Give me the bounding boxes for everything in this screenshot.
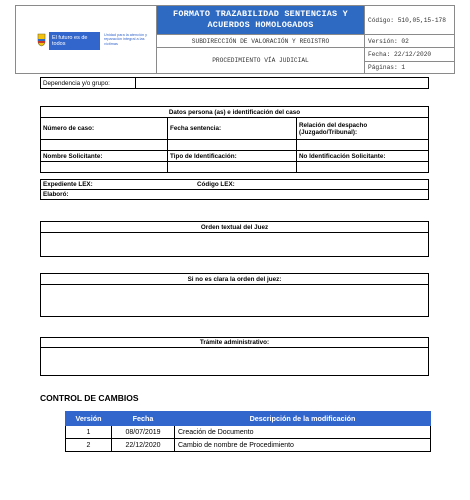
tramite-table bbox=[40, 337, 429, 376]
datos-table bbox=[40, 106, 429, 173]
row-descripcion: Creación de Documento bbox=[175, 426, 431, 439]
document-title: FORMATO TRAZABILIDAD SENTENCIAS Y ACUERDOS HOMOLOGADOS bbox=[157, 6, 365, 35]
row-descripcion: Cambio de nombre de Procedimiento bbox=[175, 439, 431, 452]
document-code: Código: 510,05,15-178 bbox=[365, 6, 455, 35]
document-version: Versión: 02 bbox=[365, 35, 455, 48]
numero-caso-label: Número de caso: bbox=[41, 118, 168, 140]
fecha-sentencia-label: Fecha sentencia: bbox=[168, 118, 297, 140]
procedure-label: PROCEDIMIENTO VÍA JUDICIAL bbox=[157, 48, 365, 74]
control-cambios-table bbox=[65, 411, 431, 452]
orden-no-clara-title: Si no es clara la orden del juez: bbox=[41, 274, 429, 285]
tipo-identificacion-label: Tipo de Identificación: bbox=[168, 151, 297, 162]
row-version: 2 bbox=[66, 439, 112, 452]
document-date: Fecha: 22/12/2020 bbox=[365, 48, 455, 62]
logo-text: El futuro es de todos bbox=[52, 34, 88, 47]
orden-no-clara-field[interactable] bbox=[41, 285, 429, 317]
row-fecha: 22/12/2020 bbox=[112, 439, 175, 452]
tramite-field[interactable] bbox=[41, 348, 429, 376]
elaboro-label: Elaboró: bbox=[41, 190, 429, 200]
agency-name: Unidad para la atención y reparación integral a las víctimas bbox=[104, 32, 148, 46]
expediente-lex-label: Expediente LEX: bbox=[41, 180, 196, 190]
nombre-solicitante-label: Nombre Solicitante: bbox=[41, 151, 168, 162]
orden-textual-table bbox=[40, 221, 429, 257]
numero-caso-field[interactable] bbox=[41, 140, 168, 151]
orden-textual-field[interactable] bbox=[41, 233, 429, 257]
no-identificacion-label: No Identificación Solicitante: bbox=[297, 151, 429, 162]
subdirection-label: SUBDIRECCIÓN DE VALORACIÓN Y REGISTRO bbox=[157, 35, 365, 48]
table-row bbox=[66, 426, 431, 439]
row-fecha: 08/07/2019 bbox=[112, 426, 175, 439]
datos-title: Datos persona (as) e identificación del caso bbox=[41, 107, 429, 118]
col-descripcion-header: Descripción de la modificación bbox=[175, 412, 431, 426]
dependencia-table bbox=[40, 77, 429, 89]
no-identificacion-field[interactable] bbox=[297, 162, 429, 173]
coat-of-arms-icon bbox=[37, 33, 46, 47]
control-cambios-title: CONTROL DE CAMBIOS bbox=[40, 393, 139, 403]
orden-textual-title: Orden textual del Juez bbox=[41, 222, 429, 233]
dependencia-label: Dependencia y/o grupo: bbox=[41, 78, 136, 89]
document-header bbox=[15, 5, 455, 74]
expediente-table bbox=[40, 179, 429, 200]
nombre-solicitante-field[interactable] bbox=[41, 162, 168, 173]
government-logo bbox=[49, 32, 100, 50]
row-version: 1 bbox=[66, 426, 112, 439]
logo-cell bbox=[16, 6, 157, 74]
relacion-despacho-field[interactable] bbox=[297, 140, 429, 151]
document-pages: Páginas: 1 bbox=[365, 62, 455, 74]
relacion-despacho-label: Relación del despacho (Juzgado/Tribunal): bbox=[297, 118, 429, 140]
col-fecha-header: Fecha bbox=[112, 412, 175, 426]
tramite-title: Trámite administrativo: bbox=[41, 338, 429, 348]
fecha-sentencia-field[interactable] bbox=[168, 140, 297, 151]
col-version-header: Versión bbox=[66, 412, 112, 426]
table-row bbox=[66, 439, 431, 452]
tipo-identificacion-field[interactable] bbox=[168, 162, 297, 173]
dependencia-field[interactable] bbox=[136, 78, 429, 89]
orden-no-clara-table bbox=[40, 273, 429, 317]
codigo-lex-label: Código LEX: bbox=[195, 180, 429, 190]
